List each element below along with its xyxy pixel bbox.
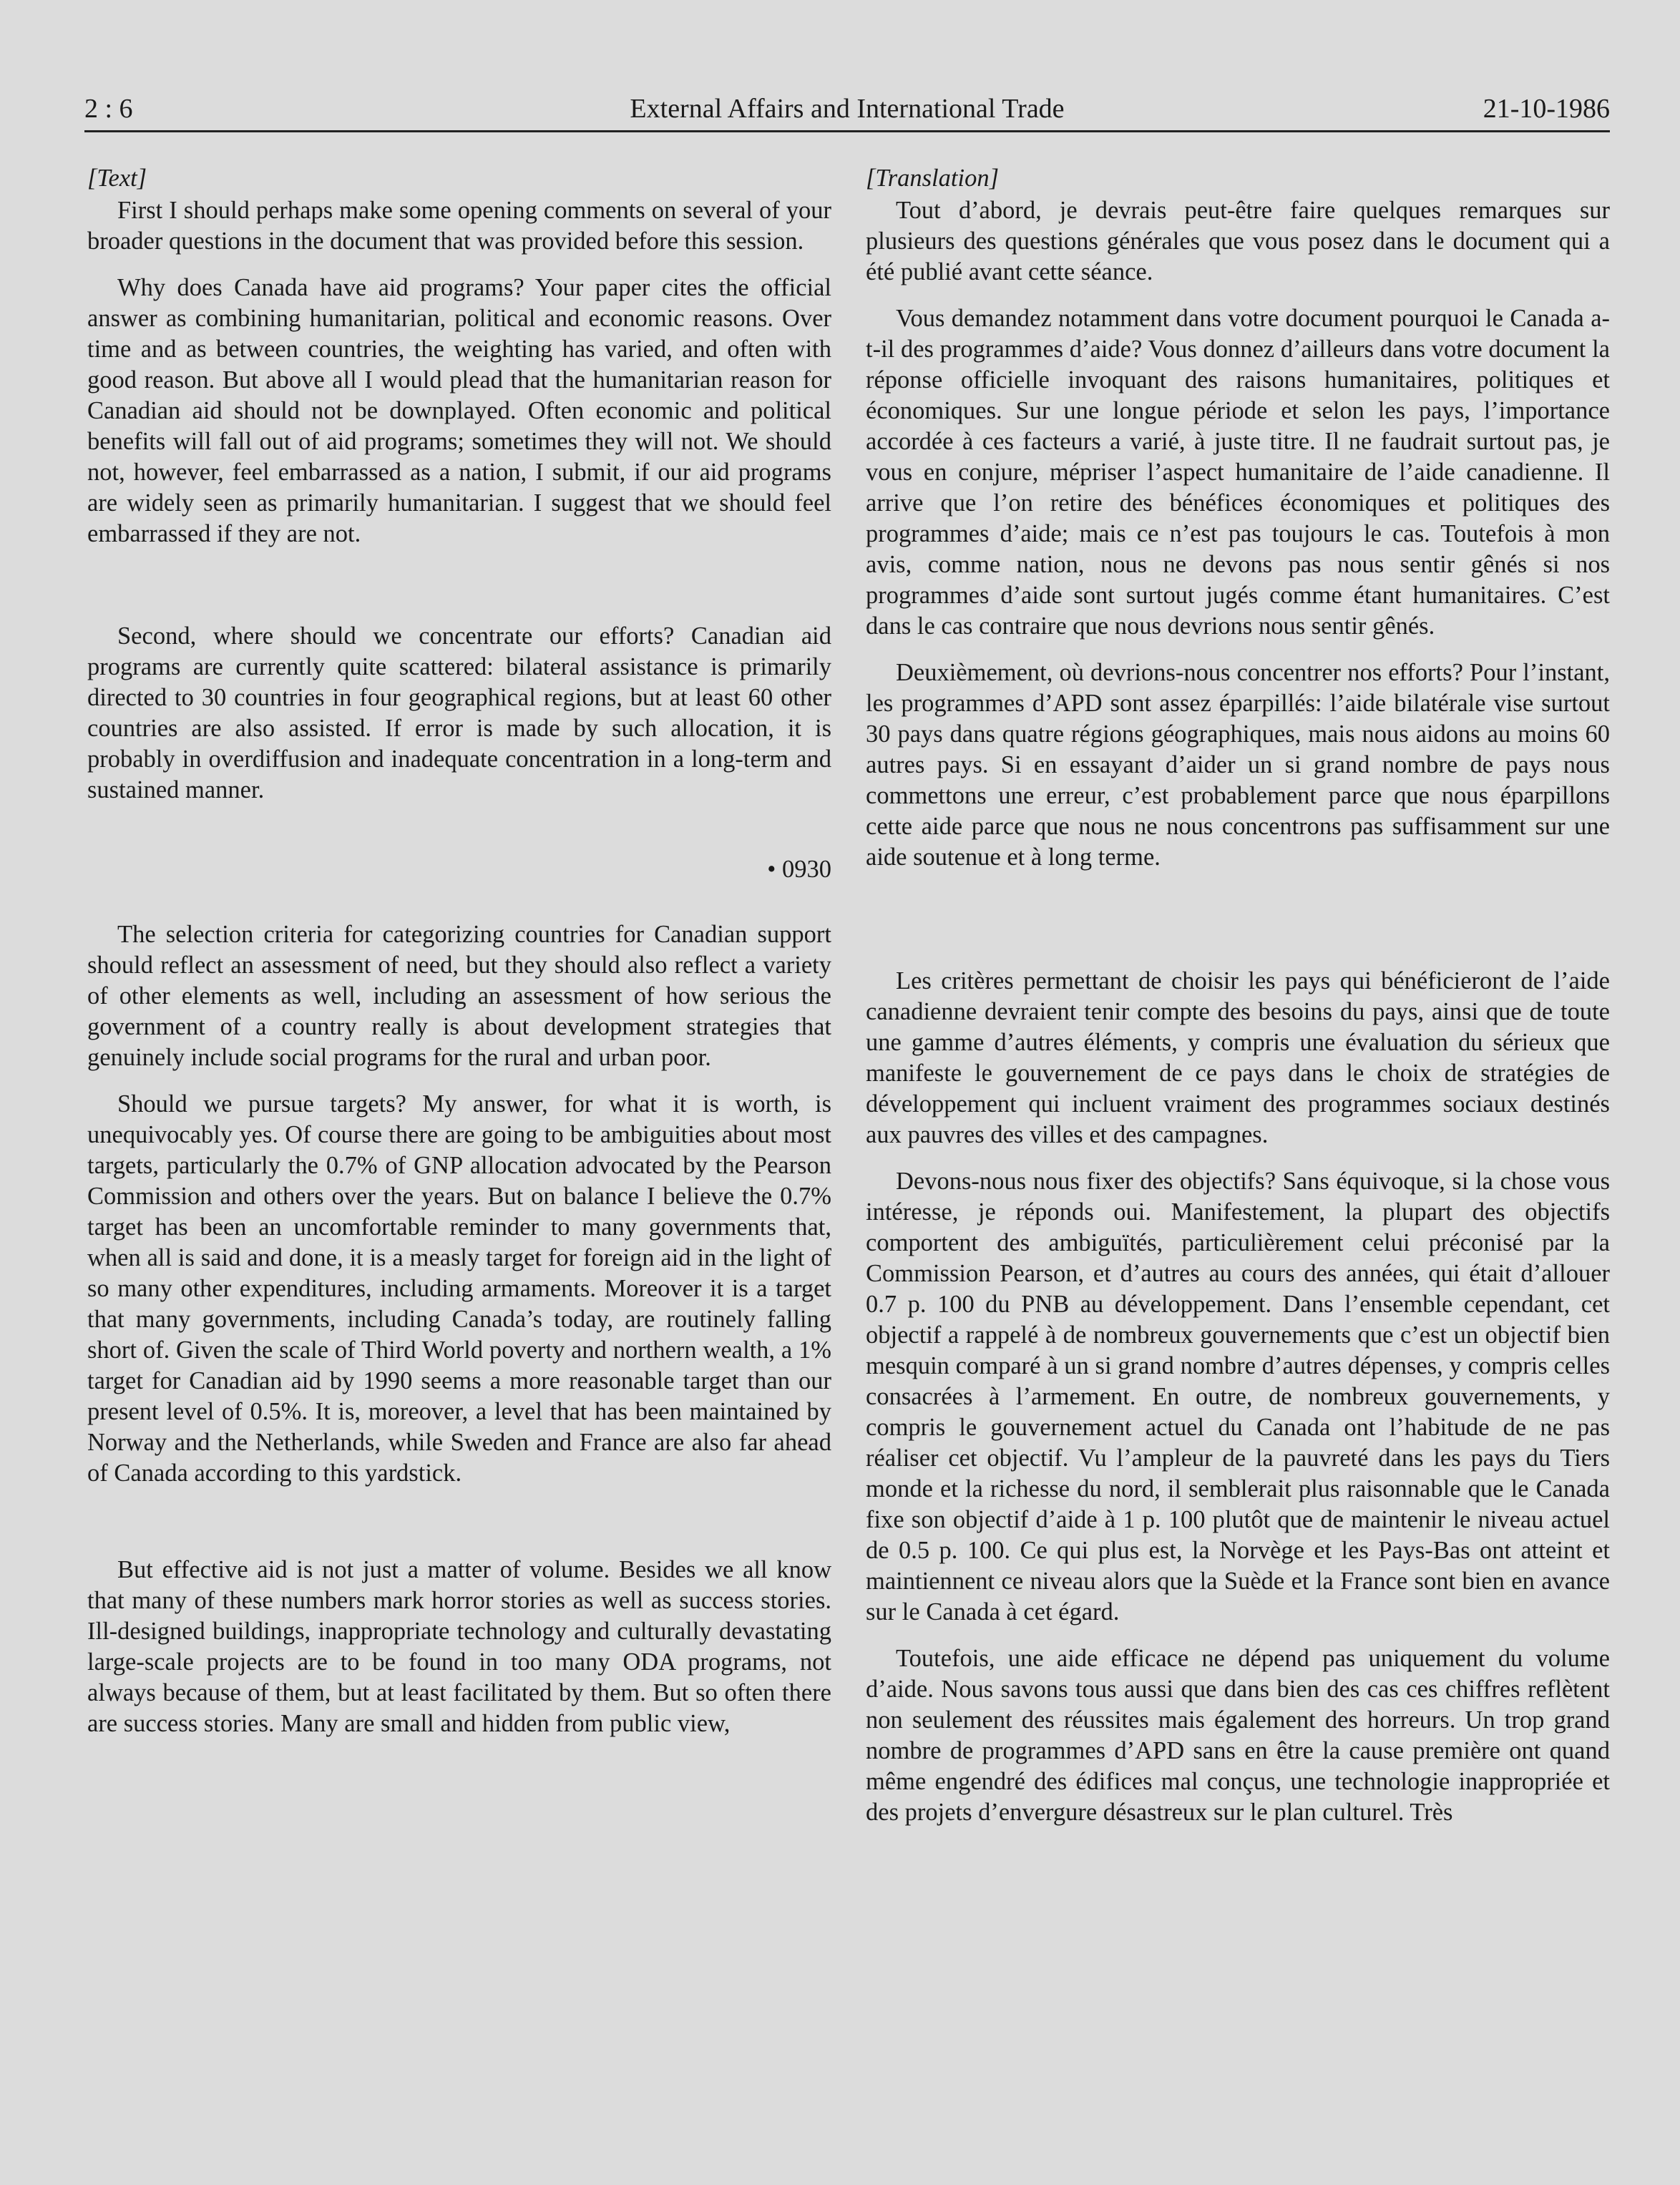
paragraph: But effective aid is not just a matter of volume. Besides we all know that many of these numbers mark horror stories as well as success stories. Ill-designed buildings, inappropriate technology and culturally devastating large-scale projects are to be found in too many ODA programs, not always because of them, but at least facilitated by them. But so often there are success stories. Many are small and hidden from public view, [87, 1556, 831, 1737]
paragraph: Tout d’abord, je devrais peut-être faire quelques remarques sur plusieurs des questions générales que vous posez dans le document qui a été publié avant cette séance. [866, 197, 1610, 285]
paragraph: First I should perhaps make some opening comments on several of your broader questions in the document that was provided before this session. [87, 197, 831, 255]
paragraph: Toutefois, une aide efficace ne dépend pas uniquement du volume d’aide. Nous savons tous aussi que dans bien des cas ces chiffres reflètent non seulement des réussites mais également des horreurs. Un trop grand nombre de programmes d’APD sans en être la cause première ont quand même engendré des édifices mal conçus, une technologie inappropriée et des projets d’envergure désastreux sur le plan culturel. Très [866, 1645, 1610, 1826]
text-label: [Text] [87, 165, 147, 192]
page-number: 2 : 6 [84, 94, 133, 124]
running-title: External Affairs and International Trade [630, 94, 1065, 124]
header-date: 21-10-1986 [1483, 94, 1610, 124]
paragraph: Les critères permettant de choisir les pays qui bénéficieront de l’aide canadienne devraient tenir compte des besoins du pays, ainsi que de toute une gamme d’autres éléments, y compris une évaluation du sérieux que manifeste le gouvernement de ce pays dans le choix de stratégies de développement qui incluent vraiment des programmes sociaux destinés aux pauvres des villes et des campagnes. [866, 967, 1610, 1148]
paragraph: The selection criteria for categorizing countries for Canadian support should reflect an assessment of need, but they should also reflect a variety of other elements as well, including an assessment of how serious the government of a country really is about development strategies that genuinely include social programs for the rural and urban poor. [87, 921, 831, 1071]
paragraph: Vous demandez notamment dans votre document pourquoi le Canada a-t-il des programmes d’aide? Vous donnez d’ailleurs dans votre document la réponse officielle invoquant des raisons humanitaires, politiques et économiques. Sur une longue période et selon les pays, l’importance accordée à ces facteurs a varié, à juste titre. Il ne faudrait surtout pas, je vous en conjure, mépriser l’aspect humanitaire de l’aide canadienne. Il arrive que l’on retire des bénéfices économiques et politiques des programmes d’aide; mais ce n’est pas toujours le cas. Toutefois à mon avis, comme nation, nous ne devons pas nous sentir gênés si nos programmes d’aide sont surtout jugés comme étant humanitaires. C’est dans le cas contraire que nous devrions nous sentir gênés. [866, 305, 1610, 640]
paragraph: Devons-nous nous fixer des objectifs? Sans équivoque, si la chose vous intéresse, je réponds oui. Manifestement, la plupart des objectifs comportent des ambiguïtés, particulièrement celui préconisé par la Commission Pearson, et d’autres au cours des années, qui était d’allouer 0.7 p. 100 du PNB au développement. Dans l’ensemble cependant, cet objectif a rappelé à de nombreux gouvernements que c’est un objectif bien mesquin comparé à un si grand nombre d’autres dépenses, y compris celles consacrées à l’armement. En outre, de nombreux gouvernements, y compris le gouvernement actuel du Canada ont l’habitude de ne pas réaliser cet objectif. Vu l’ampleur de la pauvreté dans les pays du Tiers monde et la richesse du nord, il semblerait plus raisonnable que le Canada fixe son objectif d’aide à 1 p. 100 plutôt que de maintenir le niveau actuel de 0.5 p. 100. Ce qui plus est, la Norvège et les Pays-Bas ont atteint et maintiennent ce niveau alors que la Suède et la France sont bien en avance sur le Canada à cet égard. [866, 1168, 1610, 1626]
translation-label: [Translation] [866, 165, 999, 192]
english-column [87, 163, 831, 1739]
paragraph: Deuxièmement, où devrions-nous concentrer nos efforts? Pour l’instant, les programmes d’APD sont assez éparpillés: l’aide bilatérale vise surtout 30 pays dans quatre régions géographiques, mais nous aidons au moins 60 autres pays. Si en essayant d’aider un si grand nombre de pays nous commettons une erreur, c’est probablement parce que nous éparpillons cette aide parce que nous ne nous concentrons pas suffisamment sur une aide soutenue et à long terme. [866, 659, 1610, 871]
paragraph: Why does Canada have aid programs? Your paper cites the official answer as combining humanitarian, political and economic reasons. Over time and as between countries, the weighting has varied, and often with good reason. But above all I would plead that the humanitarian reason for Canadian aid should not be downplayed. Often economic and political benefits will fall out of aid programs; sometimes they will not. We should not, however, feel embarrassed as a nation, I submit, if our aid programs are widely seen as primarily humanitarian. I suggest that we should feel embarrassed if they are not. [87, 274, 831, 547]
french-column [866, 163, 1610, 1828]
page-header [84, 89, 1610, 132]
paragraph: Second, where should we concentrate our efforts? Canadian aid programs are currently quite scattered: bilateral assistance is primarily directed to 30 countries in four geographical regions, but at least 60 other countries are also assisted. If error is made by such allocation, it is probably in overdiffusion and inadequate concentration in a long-term and sustained manner. [87, 622, 831, 803]
paragraph: Should we pursue targets? My answer, for what it is worth, is unequivocably yes. Of course there are going to be ambiguities about most targets, particularly the 0.7% of GNP allocation advocated by the Pearson Commission and others over the years. But on balance I believe the 0.7% target has been an uncomfortable reminder to many governments that, when all is said and done, it is a measly target for foreign aid in the light of so many other expenditures, including armaments. Moreover it is a target that many governments, including Canada’s today, are routinely falling short of. Given the scale of Third World poverty and northern wealth, a 1% target for Canadian aid by 1990 seems a more reasonable target than our present level of 0.5%. It is, moreover, a level that has been maintained by Norway and the Netherlands, while Sweden and France are also far ahead of Canada according to this yardstick. [87, 1090, 831, 1487]
timestamp: • 0930 [767, 856, 831, 883]
